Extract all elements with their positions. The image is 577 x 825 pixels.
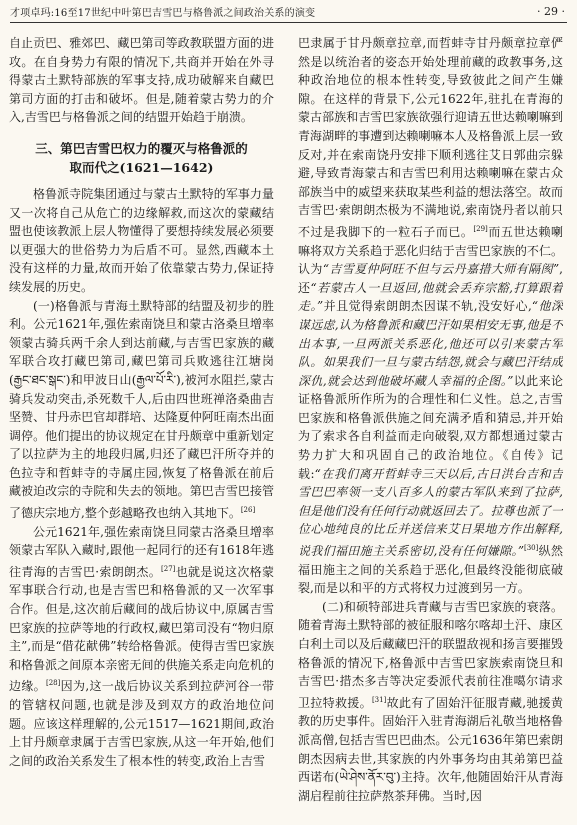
paragraph-text: 巴隶属于甘丹颇章拉章,而哲蚌寺甘丹颇章拉章俨然是以统治者的姿态开始处理前藏的政教事务,这种政治地位的根本性转变,导致彼此之间产生嫌隙。在这样的背景下,公元1622年,驻扎在青海的蒙古部族和吉雪巴家族欲强行迎请五世达赖喇嘛到青海湖畔的事遭到达赖喇嘛本人及格鲁派上层一致反对,并在索南饶丹安排下顺利逃往艾日郭曲宗躲避,导致青海蒙古和吉雪巴利用达赖喇嘛在蒙古众部族当中的威望来获取某些利益的想法落空。故而吉雪巴·索朗朗杰极为不满地说,索南饶丹者以前只不过是我脚下的一粒石子而已。 <box>298 36 563 239</box>
footnote-ref[interactable]: [28] <box>45 679 61 688</box>
section-heading-line1: 三、第巴吉雪巴权力的覆灭与格鲁派的 <box>35 140 248 156</box>
running-title: 才项卓玛:16至17世纪中叶第巴吉雪巴与格鲁派之间政治关系的演变 <box>10 7 316 19</box>
header-rule <box>10 22 567 23</box>
paragraph-text: ,还 <box>298 262 563 295</box>
section-heading <box>9 139 274 177</box>
paragraph-text: 也就是说这次格蒙军事联合行动,也是吉雪巴和格鲁派的又一次军事合作。但是,这次前后藏间的战后协议中,原属吉雪巴家族的拉萨等地的行政权,藏巴第司没有“物归原主”,而是“借花献佛”转给格鲁派。使得吉雪巴家族和格鲁派之间原本亲密无间的供施关系走向危机的边缘。 <box>9 564 274 694</box>
paragraph <box>9 297 274 523</box>
quotation: “在我们离开哲蚌寺三天以后,古日洪台吉和吉雪巴巴率领一支八百多人的蒙古军队来到了拉萨,但是他们没有任何行动就返回去了。拉尊也派了一位心地纯良的比丘并送信来艾日果地方作出解释,说我们福田施主关系密切,没有任何嫌隙。” <box>298 466 563 559</box>
footnote-ref[interactable]: [27] <box>161 564 176 573</box>
footnote-ref[interactable]: [26] <box>240 506 256 515</box>
paragraph-text: 以此来论证格鲁派所作所为的合理性和仁义性。总之,吉雪巴家族和格鲁派供施之间充满矛盾和猜忌,并开始为了索求各自利益而走向破裂,双方都想通过蒙古势力扩大和巩固自己的政治地位。《自传》记载: <box>298 373 563 481</box>
paragraph-text: (二)和硕特部进兵青藏与吉雪巴家族的衰落。随着青海土默特部的被征服和喀尔喀却土汗、康区白利土司以及后藏藏巴汗的联盟敌视和扬言要摧毁格鲁派的情况下,格鲁派中吉雪巴家族索南饶旦和吉雪巴·措杰多吉等决定委派代表前往准噶尔请求卫拉特救援。 <box>298 599 563 710</box>
paragraph: 自止贡巴、雅郊巴、藏巴第司等政教联盟方面的进攻。在自身势力有限的情况下,共商并开始在外寻得蒙古土默特部族的军事支持,成功破解来自藏巴第司方面的打击和破坏。但是,随着蒙古势力的介入,吉雪巴与格鲁派之间的结盟开始趋于崩溃。 <box>9 36 274 125</box>
paragraph-text: 故此有了固始汗征服青藏,驰援黄教的历史事件。固始汗入驻青海湖后礼敬当地格鲁派高僧,包括吉雪巴巴曲杰。公元1636年第巴索朗朗杰因病去世,其家族的内外事务均由其弟第巴益西诺布(ཡེ་ཤེས་ནོར་བུ་)主持。次年,他随固始汗从青海湖启程前往拉萨熬茶拜佛。当时,因 <box>298 695 563 803</box>
paragraph-text: 因为,这一战后协议关系到拉萨河谷一带的管辖权问题,也就是涉及到双方的政治地位问题。应该这样理解的,公元1517—1621期间,政治上甘丹颇章隶属于吉雪巴家族,从这一年开始,他们之间的政治关系发生了根本性的转变,政治上吉雪 <box>9 679 274 768</box>
page-number: · 29 · <box>537 4 565 18</box>
left-column <box>9 34 274 822</box>
footnote-ref[interactable]: [30] <box>523 544 539 553</box>
paragraph <box>9 523 274 771</box>
paragraph <box>298 34 563 598</box>
running-header <box>0 0 577 22</box>
paragraph-text: 而五世达赖喇嘛将双方关系趋于恶化归结于吉雪巴家族的不仁。认为 <box>298 224 563 277</box>
right-column <box>298 34 563 822</box>
paragraph: 格鲁派寺院集团通过与蒙古土默特的军事力量又一次将自己从危亡的边缘解救,而这次的蒙藏结盟也使该教派上层人物懂得了要想持续发展必须要以更强大的世俗势力为后盾不可。显然,西藏本土没有这样的力量,故而开始了依靠蒙古势力,保证持续发展的历史。 <box>9 186 274 294</box>
paragraph-text: 并且觉得索朗朗杰因谋不轨,没安好心, <box>323 299 532 314</box>
quotation: “吉雪夏仲阿旺不但与云丹嘉措大师有隔阂” <box>322 262 560 277</box>
footnote-ref[interactable]: [31] <box>371 695 387 704</box>
paragraph <box>298 598 563 806</box>
quotation: “他深谋远虑,认为格鲁派和藏巴汗如果相安无事,他是不出本事,一旦两派关系恶化,他还可以引来蒙古军队。如果我们一旦与蒙古结怨,就会与藏巴汗结成深仇,就会达到他破坏藏人幸福的企图。” <box>298 299 563 388</box>
section-heading-line2: 取而代之(1621—1642) <box>69 159 214 175</box>
paragraph-text: 公元1621年,强佐索南饶旦同蒙古洛桑旦增率领蒙古军队入藏时,跟他一起同行的还有1618年逃往青海的吉雪巴·索朗朗杰。 <box>9 524 274 579</box>
paragraph-text: 纵然福田施主之间的关系趋于恶化,但最终没能彻底破裂,而是以和平的方式将权力过渡到另一方。 <box>298 544 563 596</box>
paragraph-text: (一)格鲁派与青海土默特部的结盟及初步的胜利。公元1621年,强佐索南饶旦和蒙古洛桑旦增率领蒙古骑兵两千余人到达前藏,与吉雪巴家族的藏军联合攻打藏巴第司,藏巴第司兵败逃往江塘岗(རྒྱང་ཐང་སྒང་)和甲波日山(རྒྱལ་པོ་རི་),被河水阻拦,蒙古骑兵发动突击,杀死数千人,后由四世班禅洛桑曲吉坚赞、甘丹赤巴官却群培、达隆夏仲阿旺南杰出面调停。他们提出的协议规定在甘丹颇章中重新划定了以拉萨为主的地段归属,归还了藏巴汗所夺并的色拉寺和哲蚌寺的寺属庄园,恢复了格鲁派在前后藏被迫改宗的寺院和失去的领地。第巴吉雪巴接管了德庆宗地方,整个彭越略孜也纳入其地下。 <box>9 298 274 521</box>
quotation: “若蒙古人一旦返回,他就会丢弃宗豁,打算跟着走。” <box>298 280 563 314</box>
footnote-ref[interactable]: [29] <box>473 224 488 233</box>
